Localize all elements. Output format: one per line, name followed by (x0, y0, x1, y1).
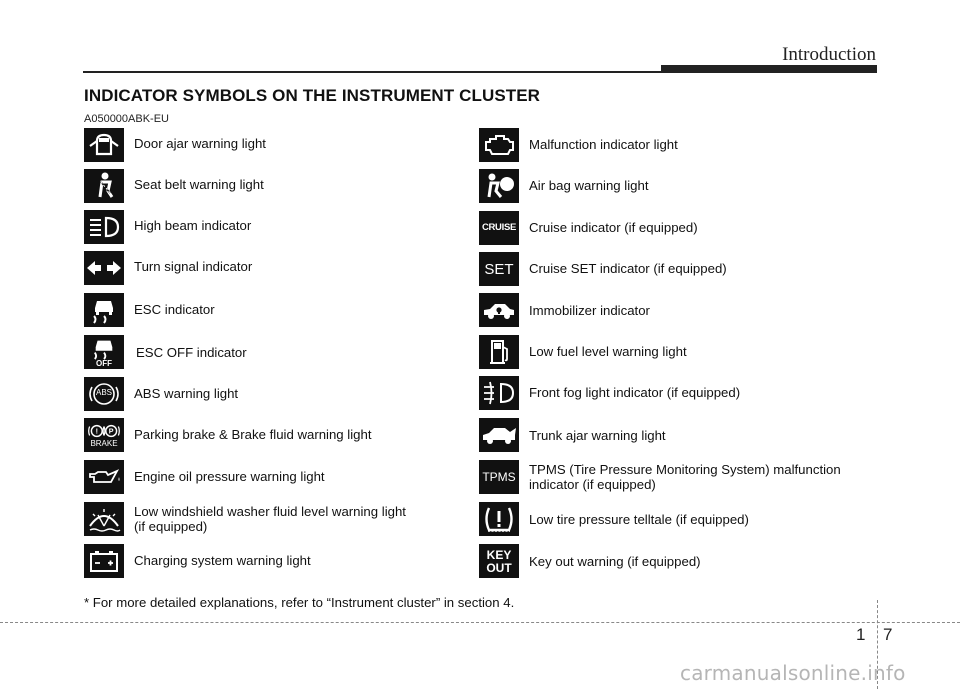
indicator-label: High beam indicator (134, 218, 252, 233)
abs-icon (84, 377, 124, 411)
indicator-label: Low windshield washer fluid level warning light (134, 504, 406, 519)
indicator-label: ESC OFF indicator (136, 345, 247, 360)
cruise-icon (479, 211, 519, 245)
indicator-label: Seat belt warning light (134, 177, 264, 192)
indicator-label-line2: (if equipped) (134, 519, 208, 534)
oil-pressure-icon (84, 460, 124, 494)
cruise-set-icon (479, 252, 519, 286)
icon-text: TPMS (482, 470, 516, 484)
air-bag-icon (479, 169, 519, 203)
indicator-label: TPMS (Tire Pressure Monitoring System) malfunction (529, 462, 841, 477)
low-fuel-icon (479, 335, 519, 369)
indicator-label-line2: indicator (if equipped) (529, 477, 656, 492)
indicator-label: Key out warning (if equipped) (529, 554, 701, 569)
header-rule-thick (661, 65, 877, 73)
indicator-label: Air bag warning light (529, 178, 649, 193)
engine-check-icon (479, 128, 519, 162)
key-out-icon (479, 544, 519, 578)
high-beam-icon (84, 210, 124, 244)
svg-text:P: P (108, 426, 114, 436)
indicator-label: Cruise SET indicator (if equipped) (529, 261, 727, 276)
esc-icon (84, 293, 124, 327)
icon-text-line2: OUT (486, 560, 512, 575)
indicator-label: Door ajar warning light (134, 136, 266, 151)
indicator-label: Front fog light indicator (if equipped) (529, 385, 741, 400)
washer-fluid-icon (84, 502, 124, 536)
section-title: Introduction (782, 44, 876, 65)
tire-pressure-icon (479, 502, 519, 536)
immobilizer-icon (479, 293, 519, 327)
icon-text: OFF (96, 359, 112, 368)
indicator-label: ABS warning light (134, 386, 239, 401)
front-fog-icon (479, 376, 519, 410)
chapter-number: 1 (856, 625, 866, 644)
indicator-label: ESC indicator (134, 302, 215, 317)
trunk-ajar-icon (479, 418, 519, 452)
page-heading: INDICATOR SYMBOLS ON THE INSTRUMENT CLUSTER (84, 86, 541, 105)
indicator-label: Charging system warning light (134, 553, 311, 568)
icon-text: BRAKE (90, 439, 118, 448)
indicator-label: Trunk ajar warning light (529, 428, 666, 443)
icon-text: SET (484, 260, 514, 278)
indicator-label: Engine oil pressure warning light (134, 469, 325, 484)
esc-off-icon (84, 335, 124, 369)
door-ajar-icon (84, 128, 124, 162)
document-code: A050000ABK-EU (84, 113, 169, 125)
turn-signal-icon (84, 251, 124, 285)
footnote: * For more detailed explanations, refer to “Instrument cluster” in section 4. (84, 595, 515, 610)
indicator-label: Cruise indicator (if equipped) (529, 220, 698, 235)
indicator-label: Malfunction indicator light (529, 137, 678, 152)
footer-rule (0, 622, 960, 623)
watermark: carmanualsonline.info (680, 661, 906, 685)
icon-text: ABS (95, 388, 112, 397)
indicator-label: Immobilizer indicator (529, 303, 650, 318)
parking-brake-icon (84, 418, 124, 452)
icon-text: KEY (486, 547, 512, 562)
indicator-label: Parking brake & Brake fluid warning light (134, 427, 372, 442)
seat-belt-icon (84, 169, 124, 203)
icon-text: CRUISE (481, 222, 517, 234)
indicator-label: Low fuel level warning light (529, 344, 687, 359)
svg-text:!: ! (95, 426, 99, 436)
header-rule-thin (83, 71, 661, 73)
tpms-icon (479, 460, 519, 494)
battery-icon (84, 544, 124, 578)
page-number: 7 (883, 625, 893, 644)
indicator-label: Turn signal indicator (134, 259, 253, 274)
indicator-label: Low tire pressure telltale (if equipped) (529, 512, 749, 527)
